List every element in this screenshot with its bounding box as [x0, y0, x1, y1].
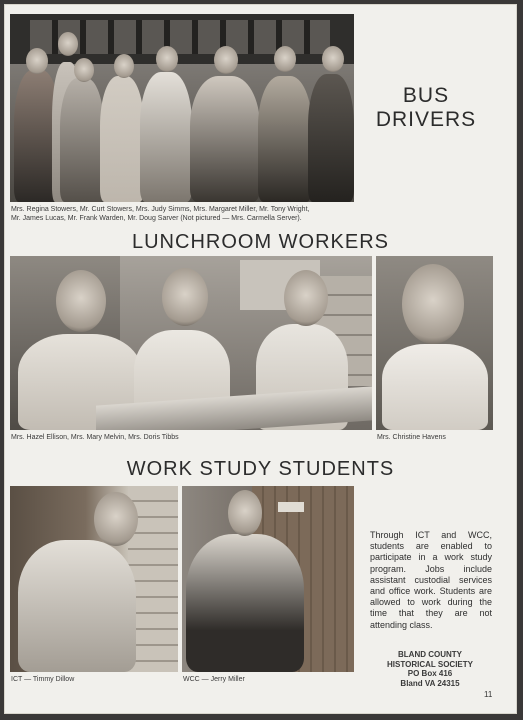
stamp-line2: HISTORICAL SOCIETY: [387, 659, 473, 669]
stamp-line3: PO Box 416: [407, 669, 453, 678]
stamp-line1: BLAND COUNTY: [398, 650, 462, 659]
historical-society-stamp: [376, 650, 484, 688]
work-study-caption-left: ICT — Timmy Dillow: [11, 676, 75, 683]
bus-drivers-photo: [10, 14, 354, 202]
bus-heading-line2: DRIVERS: [375, 108, 477, 131]
bus-caption-line2: Mr. James Lucas, Mr. Frank Warden, Mr. Doug Sarver (Not pictured — Mrs. Carmella Server).: [11, 215, 302, 222]
work-study-caption-right: WCC — Jerry Miller: [183, 676, 245, 683]
lunchroom-caption-left: Mrs. Hazel Ellison, Mrs. Mary Melvin, Mrs. Doris Tibbs: [11, 434, 179, 441]
timmy-dillow-photo: [10, 486, 178, 672]
work-study-heading: WORK STUDY STUDENTS: [126, 458, 395, 480]
lunchroom-caption-right: Mrs. Christine Havens: [377, 434, 446, 441]
bus-drivers-heading: [364, 84, 488, 132]
bus-drivers-caption: [11, 205, 309, 223]
jerry-miller-photo: [182, 486, 354, 672]
lunchroom-workers-heading: LUNCHROOM WORKERS: [131, 231, 389, 253]
bus-caption-line1: Mrs. Regina Stowers, Mr. Curt Stowers, Mrs. Judy Simms, Mrs. Margaret Miller, Mr. Tony Wright,: [11, 206, 310, 213]
bus-heading-line1: BUS: [402, 84, 450, 107]
lunchroom-group-photo: [10, 256, 372, 430]
page-number: 11: [484, 690, 493, 699]
work-study-description: Through ICT and WCC, students are enabled to participate in a work study program. Jobs include assistant custodial services and office work. Students are allowed to work during the time that they are not attending class.: [370, 530, 492, 630]
yearbook-page: [4, 4, 517, 714]
christine-havens-photo: [376, 256, 493, 430]
stamp-line4: Bland VA 24315: [400, 678, 460, 688]
